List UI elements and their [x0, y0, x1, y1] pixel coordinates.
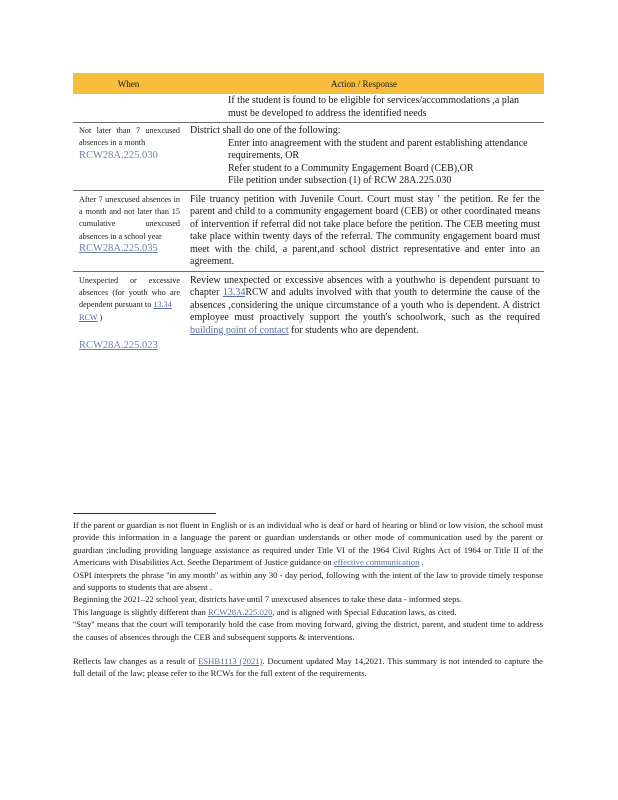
row1-intro: District shall do one of the following: — [190, 125, 341, 136]
row3-when-text — [79, 275, 180, 325]
footnote-4-end: , and is aligned with Special Education laws, as cited. — [272, 606, 457, 617]
row3-action-text — [190, 275, 540, 338]
row1-rcw-reference: RCW28A.225.030 — [79, 149, 158, 161]
row0-action-cell — [184, 94, 544, 123]
bullet-icon — [200, 175, 216, 188]
footnote-3: Beginning the 2021–22 school year, districts have until 7 unexcused absences to take these data - informed steps. — [73, 594, 462, 605]
bullet-item — [190, 175, 540, 188]
chapter-13-34-link[interactable]: 13.34 — [222, 287, 246, 298]
rcw-28a-225-020-link[interactable]: RCW28A.225.020 — [207, 606, 273, 617]
table-row-7-absences — [73, 123, 544, 191]
row1-when-cell — [73, 123, 184, 191]
row3-action-cell — [184, 271, 544, 361]
row3-when-suffix: ) — [97, 312, 103, 322]
row3-text-a: Review unexpected or excessive absences with a youthwho is dependent pursuant to chapter — [190, 274, 540, 298]
eshb1113-link[interactable]: ESHB1113 (2021) — [198, 656, 263, 667]
bullet-text: File petition under subsection (1) of RCW 28A.225.030 — [228, 175, 452, 186]
bullet-item — [190, 163, 540, 176]
footnote-separator — [73, 513, 216, 514]
bullet-icon — [200, 163, 216, 176]
table-row-dependent-youth — [73, 271, 544, 361]
row2-rcw-link[interactable]: RCW28A.225.035 — [79, 243, 158, 255]
chapter-13-34-link[interactable]: 13.34 — [153, 300, 172, 310]
row2-when-text: After 7 unexcused absences in a month and not later than 15 cumulative unexcused absences in a school year — [79, 194, 180, 241]
table-row-15-absences — [73, 190, 544, 271]
bullet-text: Enter into anagreement with the student and parent establishing attendance requirements, OR — [228, 137, 528, 161]
rcw-link[interactable]: RCW — [79, 312, 98, 322]
row2-when-cell — [73, 190, 184, 271]
row3-when-cell — [73, 271, 184, 361]
row3-when-prefix: Unexpected or excessive absences (for youth who are dependent pursuant to — [79, 275, 180, 310]
bullet-item — [190, 95, 540, 120]
row0-when-cell — [73, 94, 184, 123]
footnote-2: OSPI interprets the phrase ''in any month'' as within any 30 - day period, following with the intent of the law to provide timely response and supports to students that are absent . — [73, 569, 543, 593]
row1-action-cell — [184, 123, 544, 191]
bullet-icon — [200, 95, 216, 120]
row3-text-c: for students who are dependent. — [288, 324, 419, 336]
row3-rcw-link[interactable]: RCW28A.225.023 — [79, 340, 158, 352]
closing-note — [73, 655, 543, 680]
row1-when-text: Not later than 7 unexcused absences in a month — [79, 126, 180, 148]
building-point-of-contact-link[interactable]: building point of contact — [190, 324, 289, 336]
footnotes-section — [73, 519, 543, 680]
bullet-item — [190, 138, 540, 163]
row3-text-b: RCW and adults involved with that youth to determine the cause of the absences ,considering the unique circumstance of a youth who is dependent. A district employee must proactively support the youth's schoolwork, such as the required — [190, 287, 540, 323]
row2-action-cell — [184, 190, 544, 271]
footnote-5: ''Stay'' means that the court will temporarily hold the case from moving forward, giving the district, parent, and student time to address the causes of absences through the CEB and subsequent supports & interventions. — [73, 619, 543, 642]
header-action-response: Action / Response — [184, 73, 544, 94]
bullet-text: Refer student to a Community Engagement Board (CEB),OR — [228, 162, 474, 174]
bullet-icon — [200, 138, 216, 163]
header-when: When — [73, 73, 184, 94]
row2-action-text: File truancy petition with Juvenile Court. Court must stay ' the petition. Re fer the parent and child to a community engagement board (CEB) or other coordinated means of intervention if referral did not take place before the petition. The CEB meeting must take place within twenty days of the referral. The community engagement board must meet with the child, a parent,and school district representative and enter into an agreement. — [190, 193, 540, 267]
footnote-4-text: This language is slightly different than — [73, 606, 208, 617]
footnote-1-text: If the parent or guardian is not fluent in English or is an individual who is deaf or hard of hearing or blind or low vision, the school must provide this information in a language the parent or guardian understands or other mode of communication used by the parent or guardian ;including providing language assistance as required under Title VI of the 1964 Civil Rights Act of 1964 or Title II of the Americans with Disabilities Act. Seethe Department of Justice guidance on — [73, 520, 543, 568]
closing-note-end: . Document updated May 14,2021. This summary is not intended to capture the full detail of the law; please refer to the RCWs for the full extent of the requirements. — [73, 656, 543, 679]
footnote-1-end: . — [419, 557, 424, 568]
attendance-requirements-table — [73, 73, 544, 361]
closing-note-text: Reflects law changes as a result of — [73, 656, 199, 667]
effective-communication-link[interactable]: effective communication — [333, 557, 420, 568]
footnote-1 — [73, 519, 543, 569]
table-row-eligibility — [73, 94, 544, 123]
bullet-text: If the student is found to be eligible for services/accommodations ,a plan must be developed to address the identified needs — [228, 95, 520, 119]
footnote-4 — [73, 606, 543, 618]
table-header-row — [73, 73, 544, 94]
